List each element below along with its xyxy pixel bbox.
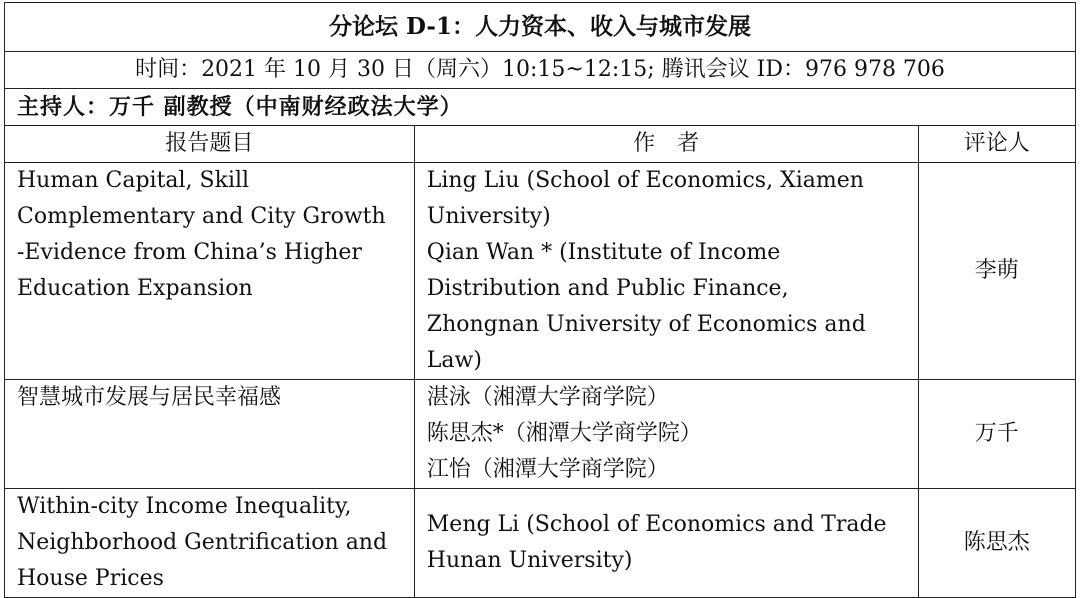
session-table [4,2,1076,598]
paper-title-line: Human Capital, Skill [17,168,250,193]
paper-row [5,380,1076,489]
paper-title-line: Neighborhood Gentrification and [17,530,388,555]
column-header-discussant: 评论人 [918,126,1075,163]
paper-row [5,163,1076,380]
session-time-info: 时间：2021 年 10 月 30 日（周六）10:15~12:15; 腾讯会议 ID：976 978 706 [5,52,1076,89]
time-row [5,52,1076,89]
paper-title-line: 智慧城市发展与居民幸福感 [17,385,282,410]
paper-title [5,163,415,380]
paper-title [5,489,415,598]
paper-title-line: House Prices [17,566,164,591]
title-row [5,3,1076,52]
paper-row [5,489,1076,598]
author-entry: 陈思杰*（湘潭大学商学院） [426,421,702,446]
author-entry: 江怡（湘潭大学商学院） [426,457,669,482]
column-header-authors: 作 者 [414,126,918,163]
paper-title [5,380,415,489]
author-entry: Meng Li (School of Economics and Trade Hunan University) [426,512,887,573]
session-host: 主持人：万千 副教授（中南财经政法大学） [5,89,1076,126]
paper-title-line: Education Expansion [17,276,253,301]
paper-title-line: -Evidence from China’s Higher [17,240,362,265]
author-entry: Ling Liu (School of Economics, Xiamen University) [426,168,864,229]
paper-discussant: 李萌 [918,163,1075,380]
author-entry: 湛泳（湘潭大学商学院） [426,385,669,410]
paper-discussant: 陈思杰 [918,489,1075,598]
paper-discussant: 万千 [918,380,1075,489]
paper-title-line: Complementary and City Growth [17,204,386,229]
column-header-title: 报告题目 [5,126,415,163]
author-entry: Qian Wan * (Institute of Income Distribution and Public Finance, Zhongnan University of Economics and Law) [426,240,866,373]
paper-authors [414,489,918,598]
session-title: 分论坛 D-1：人力资本、收入与城市发展 [5,3,1076,52]
host-row [5,89,1076,126]
paper-title-line: Within-city Income Inequality, [17,494,352,519]
paper-authors [414,163,918,380]
paper-authors [414,380,918,489]
column-header-row [5,126,1076,163]
